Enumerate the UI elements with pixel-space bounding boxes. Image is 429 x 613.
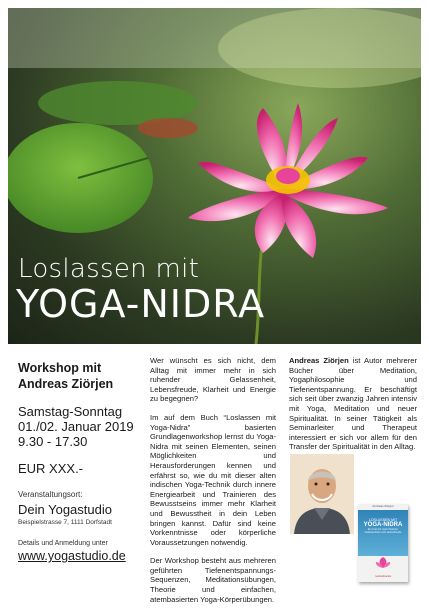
author-bio-text: ist Autor mehrerer Bücher über Meditation, Yogaphilosophie und Tiefenentspannung. Er beschäftigt sich seit über zwanzig Jahren intensiv mit Yoga, Meditation und neuer Spiritualität. In seiner Tätigkeit als Seminarleiter und Therapeut interessiert er sich vor allem für den Transfer der Spiritualität in den Alltag. xyxy=(289,356,417,452)
portrait-photo xyxy=(290,454,354,534)
author-bio xyxy=(289,356,417,452)
venue-address: Beispielstrasse 7, 1111 Dorfstadt xyxy=(18,519,112,526)
details-label: Details und Anmeldung unter xyxy=(18,540,108,547)
description-paragraph-3: Der Workshop besteht aus mehreren geführten Tiefenentspannungs-Sequenzen, Meditationsübungen, Theorie und einfachen, atembasierten Yoga-Körperübungen. xyxy=(150,556,276,604)
lotus-icon xyxy=(374,556,392,570)
price: EUR XXX.- xyxy=(18,461,84,476)
workshop-title xyxy=(18,360,138,392)
hero-title-line2: YOGA-NIDRA xyxy=(16,282,266,326)
hero-title-line1: Loslassen mit xyxy=(18,254,200,284)
venue-label: Veranstaltungsort: xyxy=(18,490,83,499)
lotus-flower xyxy=(188,103,388,258)
book-cover xyxy=(358,504,408,582)
book-publisher: nodusbooks xyxy=(374,574,392,578)
author-portrait xyxy=(290,454,354,534)
date-line2: 01./02. Januar 2019 xyxy=(18,419,134,434)
event-info-column xyxy=(18,360,138,563)
book-subtitle: Ein Kurs für mehr Klarheit, Gelassenheit und Lebensfreude xyxy=(364,528,402,535)
description-column xyxy=(150,356,276,613)
event-date xyxy=(18,404,138,449)
description-paragraph-2: Im auf dem Buch “Loslassen mit Yoga-Nidra” basierten Grundlagenworkshop lernst du Yoga-Nidra mit seinen Elementen, seinen Möglichkeiten und Herausforderungen kennen und erfährst so, wie du mit dieser alten indischen Yoga-Technik durch innere Energiearbeit und Trainieren des Bewusstseins immer mehr Klarheit und Bewusstheit in dein Leben bringen kannst. Dafür sind keine Vorkenntnisse oder körperliche Voraussetzungen notwendig. xyxy=(150,412,276,547)
author-bio-column xyxy=(289,356,417,452)
book-author: Andreas Ziörjen xyxy=(372,504,394,508)
venue-name: Dein Yogastudio xyxy=(18,502,112,517)
workshop-line1: Workshop mit xyxy=(18,361,102,375)
workshop-line2: Andreas Ziörjen xyxy=(18,377,114,391)
book-title xyxy=(358,518,408,528)
date-line1: Samstag-Sonntag xyxy=(18,404,123,419)
description-paragraph-1: Wer wünscht es sich nicht, dem Alltag mit immer mehr in sich ruhender Gelassenheit, Lebensfreude, Klarheit und Energie zu begegnen? xyxy=(150,356,276,404)
book-title-line2: YOGA-NIDRA xyxy=(363,522,403,528)
website-link[interactable]: www.yogastudio.de xyxy=(18,549,126,563)
hero-image xyxy=(8,8,421,344)
date-line3: 9.30 - 17.30 xyxy=(18,434,88,449)
author-name: Andreas Ziörjen xyxy=(289,356,349,365)
book-title-line1: LOSLASSEN MIT xyxy=(368,518,398,522)
